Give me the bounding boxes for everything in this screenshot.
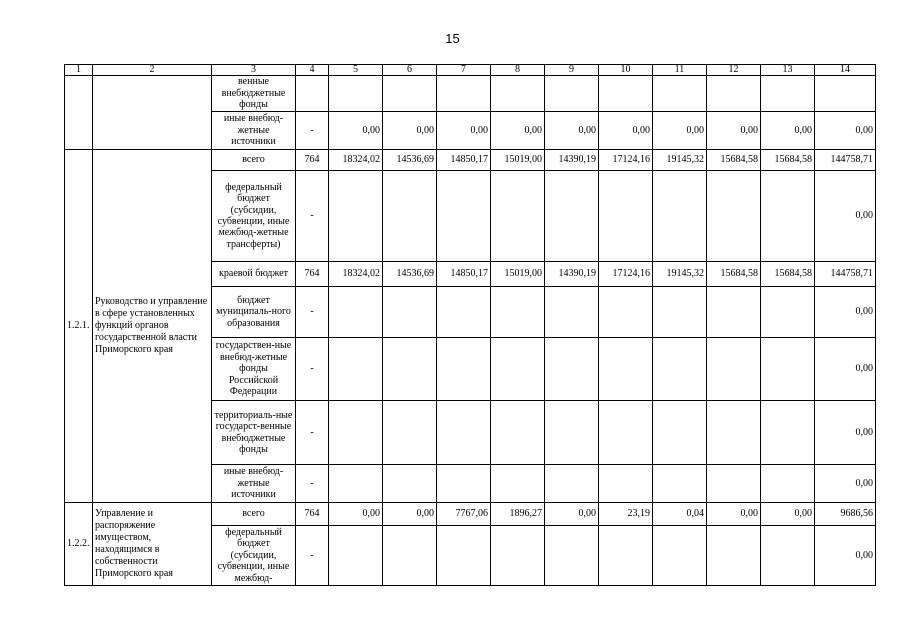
col-header: 1 [65, 65, 93, 76]
year-value [437, 76, 491, 112]
year-value [329, 287, 383, 338]
col-header: 11 [653, 65, 707, 76]
year-value: 0,00 [383, 503, 437, 526]
page-number: 15 [445, 31, 460, 46]
funding-source: бюджет муниципаль-ного образования [212, 287, 296, 338]
year-value: 0,00 [707, 112, 761, 150]
year-value [491, 401, 545, 465]
grbs-code: - [296, 338, 329, 401]
year-value [491, 287, 545, 338]
year-value [761, 526, 815, 586]
funding-source: государствен-ные внебюд-жетные фонды Российской Федерации [212, 338, 296, 401]
year-value [599, 76, 653, 112]
year-value [761, 338, 815, 401]
row-name: Управление и распоряжение имуществом, находящимся в собственности Приморского края [93, 503, 212, 586]
total-value: 0,00 [815, 465, 876, 503]
grbs-code: - [296, 465, 329, 503]
year-value: 15684,58 [761, 150, 815, 171]
grbs-code: - [296, 287, 329, 338]
total-value [815, 76, 876, 112]
total-value: 144758,71 [815, 150, 876, 171]
funding-source: территориаль-ные государст-венные внебюджетные фонды [212, 401, 296, 465]
year-value [383, 465, 437, 503]
total-value: 0,00 [815, 112, 876, 150]
total-value: 0,00 [815, 526, 876, 586]
grbs-code: - [296, 401, 329, 465]
funding-source: краевой бюджет [212, 262, 296, 287]
funding-source: федеральный бюджет (субсидии, субвенции, иные межбюд- [212, 526, 296, 586]
funding-source: иные внебюд-жетные источники [212, 112, 296, 150]
year-value [545, 287, 599, 338]
grbs-code: - [296, 526, 329, 586]
year-value [761, 76, 815, 112]
year-value: 15019,00 [491, 150, 545, 171]
col-header: 7 [437, 65, 491, 76]
year-value [545, 526, 599, 586]
year-value [491, 465, 545, 503]
year-value [383, 171, 437, 262]
year-value [383, 401, 437, 465]
year-value: 0,00 [545, 503, 599, 526]
table-body [65, 65, 876, 586]
year-value [761, 287, 815, 338]
year-value [383, 76, 437, 112]
year-value [599, 526, 653, 586]
year-value [761, 465, 815, 503]
year-value [545, 338, 599, 401]
year-value [599, 401, 653, 465]
year-value [437, 526, 491, 586]
year-value [491, 526, 545, 586]
year-value [437, 401, 491, 465]
year-value: 0,00 [707, 503, 761, 526]
year-value [545, 401, 599, 465]
funding-source: всего [212, 150, 296, 171]
year-value [653, 338, 707, 401]
col-header: 4 [296, 65, 329, 76]
year-value [761, 171, 815, 262]
year-value [653, 76, 707, 112]
total-value: 144758,71 [815, 262, 876, 287]
year-value [383, 287, 437, 338]
year-value [491, 76, 545, 112]
year-value: 1896,27 [491, 503, 545, 526]
year-value: 14536,69 [383, 262, 437, 287]
year-value [653, 401, 707, 465]
year-value: 0,00 [653, 112, 707, 150]
year-value: 15019,00 [491, 262, 545, 287]
grbs-code [296, 76, 329, 112]
year-value: 0,00 [491, 112, 545, 150]
funding-source: венные внебюджетные фонды [212, 76, 296, 112]
total-value: 9686,56 [815, 503, 876, 526]
col-header: 6 [383, 65, 437, 76]
year-value [383, 338, 437, 401]
year-value: 18324,02 [329, 150, 383, 171]
year-value: 15684,58 [761, 262, 815, 287]
year-value: 14390,19 [545, 262, 599, 287]
year-value [653, 526, 707, 586]
year-value [329, 171, 383, 262]
header-row [65, 65, 876, 76]
year-value: 23,19 [599, 503, 653, 526]
grbs-code: 764 [296, 503, 329, 526]
funding-source: всего [212, 503, 296, 526]
year-value: 15684,58 [707, 262, 761, 287]
year-value: 0,00 [383, 112, 437, 150]
year-value [437, 287, 491, 338]
funding-source: иные внебюд-жетные источники [212, 465, 296, 503]
row-name [93, 76, 212, 150]
total-value: 0,00 [815, 401, 876, 465]
year-value [653, 171, 707, 262]
year-value: 0,00 [545, 112, 599, 150]
col-header: 3 [212, 65, 296, 76]
year-value: 0,00 [329, 503, 383, 526]
year-value [707, 526, 761, 586]
year-value [437, 171, 491, 262]
funding-source: федеральный бюджет (субсидии, субвенции, иные межбюд-жетные трансферты) [212, 171, 296, 262]
col-header: 9 [545, 65, 599, 76]
year-value [707, 76, 761, 112]
year-value: 0,00 [761, 503, 815, 526]
year-value [599, 287, 653, 338]
year-value [707, 401, 761, 465]
col-header: 2 [93, 65, 212, 76]
year-value [491, 171, 545, 262]
year-value: 0,00 [437, 112, 491, 150]
year-value: 0,04 [653, 503, 707, 526]
year-value: 17124,16 [599, 150, 653, 171]
col-header: 13 [761, 65, 815, 76]
year-value [599, 465, 653, 503]
year-value [653, 465, 707, 503]
year-value: 14850,17 [437, 262, 491, 287]
row-name: Руководство и управление в сфере установленных функций органов государственной власти Приморского края [93, 150, 212, 503]
year-value: 19145,32 [653, 150, 707, 171]
year-value: 0,00 [761, 112, 815, 150]
year-value: 7767,06 [437, 503, 491, 526]
year-value: 15684,58 [707, 150, 761, 171]
year-value [545, 465, 599, 503]
year-value: 14390,19 [545, 150, 599, 171]
year-value [329, 526, 383, 586]
year-value [707, 171, 761, 262]
year-value: 0,00 [329, 112, 383, 150]
row-code: 1.2.1. [65, 150, 93, 503]
year-value [761, 401, 815, 465]
year-value [491, 338, 545, 401]
year-value [707, 287, 761, 338]
year-value [437, 465, 491, 503]
year-value: 19145,32 [653, 262, 707, 287]
year-value [329, 465, 383, 503]
year-value [383, 526, 437, 586]
total-value: 0,00 [815, 287, 876, 338]
year-value [707, 338, 761, 401]
col-header: 12 [707, 65, 761, 76]
year-value: 0,00 [599, 112, 653, 150]
year-value [599, 171, 653, 262]
grbs-code: - [296, 112, 329, 150]
year-value [599, 338, 653, 401]
year-value: 18324,02 [329, 262, 383, 287]
year-value [329, 76, 383, 112]
budget-table [64, 64, 876, 586]
year-value [545, 76, 599, 112]
year-value [545, 171, 599, 262]
table-row [65, 150, 876, 171]
year-value [707, 465, 761, 503]
total-value: 0,00 [815, 171, 876, 262]
col-header: 14 [815, 65, 876, 76]
row-code: 1.2.2. [65, 503, 93, 586]
year-value [653, 287, 707, 338]
col-header: 5 [329, 65, 383, 76]
row-code [65, 76, 93, 150]
grbs-code: - [296, 171, 329, 262]
col-header: 8 [491, 65, 545, 76]
table-row [65, 503, 876, 526]
total-value: 0,00 [815, 338, 876, 401]
table-row [65, 76, 876, 112]
year-value: 17124,16 [599, 262, 653, 287]
year-value [329, 338, 383, 401]
grbs-code: 764 [296, 262, 329, 287]
year-value [437, 338, 491, 401]
grbs-code: 764 [296, 150, 329, 171]
year-value: 14536,69 [383, 150, 437, 171]
col-header: 10 [599, 65, 653, 76]
year-value [329, 401, 383, 465]
year-value: 14850,17 [437, 150, 491, 171]
